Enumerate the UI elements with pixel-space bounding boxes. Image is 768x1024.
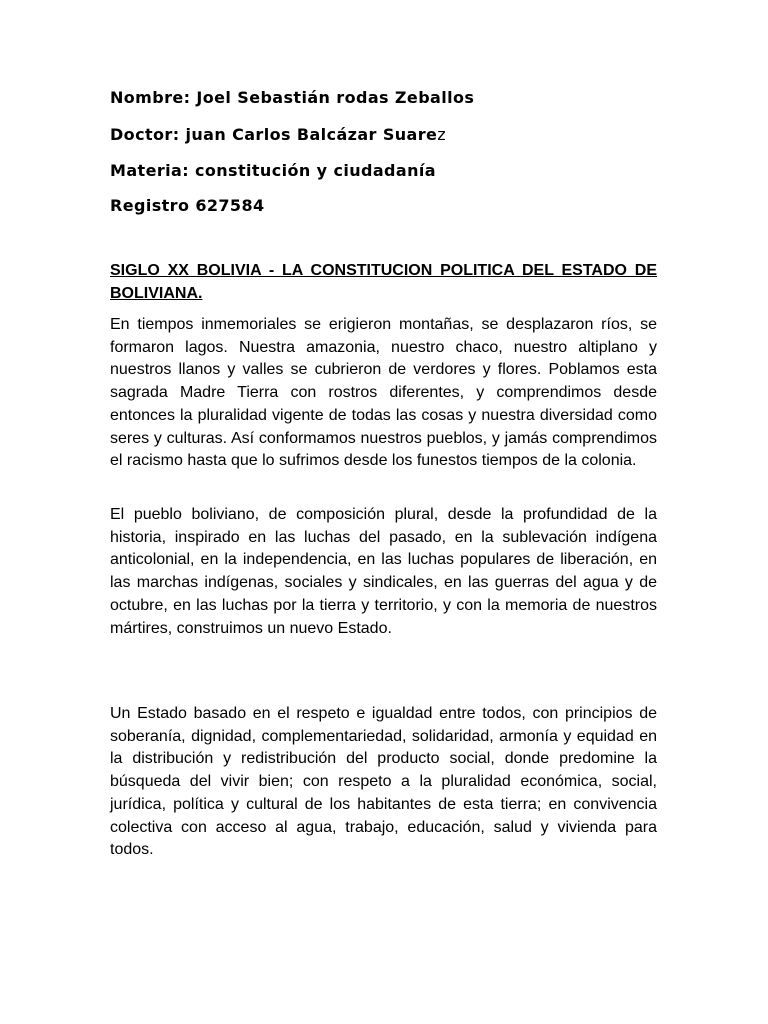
doctor-name-tail: z — [437, 125, 447, 144]
paragraph-2: El pueblo boliviano, de composición plural, desde la profundidad de la historia, inspirado en las luchas del pasado, en la sublevación indígena anticolonial, en la independencia, en las luchas populares de liberación, en las marchas indígenas, sociales y sindicales, en las guerras del agua y de octubre, en las luchas por la tierra y territorio, y con la memoria de nuestros mártires, construimos un nuevo Estado. — [110, 506, 657, 637]
paragraph-1: En tiempos inmemoriales se erigieron montañas, se desplazaron ríos, se formaron lagos. Nuestra amazonia, nuestro chaco, nuestro altiplano y nuestros llanos y valles se cubrieron de verdores y flores. Poblamos esta sagrada Madre Tierra con rostros diferentes, y comprendimos desde entonces la pluralidad vigente de todas las cosas y nuestra diversidad como seres y culturas. Así conformamos nuestros pueblos, y jamás comprendimos el racismo hasta que lo sufrimos desde los funestos tiempos de la colonia. — [110, 316, 657, 470]
doctor-name-text: Doctor: juan Carlos Balcázar Suare — [110, 125, 438, 144]
subject: Materia: constitución y ciudadanía — [110, 161, 436, 180]
registration-number: Registro 627584 — [110, 196, 265, 215]
doctor-name — [110, 125, 446, 144]
document-title: SIGLO XX BOLIVIA - LA CONSTITUCION POLITICA DEL ESTADO DE BOLIVIANA. — [110, 262, 657, 302]
paragraph-3: Un Estado basado en el respeto e igualdad entre todos, con principios de soberanía, dignidad, complementariedad, solidaridad, armonía y equidad en la distribución y redistribución del producto social, donde predomine la búsqueda del vivir bien; con respeto a la pluralidad económica, social, jurídica, política y cultural de los habitantes de esta tierra; en convivencia colectiva con acceso al agua, trabajo, educación, salud y vivienda para todos. — [110, 705, 657, 859]
student-name: Nombre: Joel Sebastián rodas Zeballos — [110, 88, 475, 107]
